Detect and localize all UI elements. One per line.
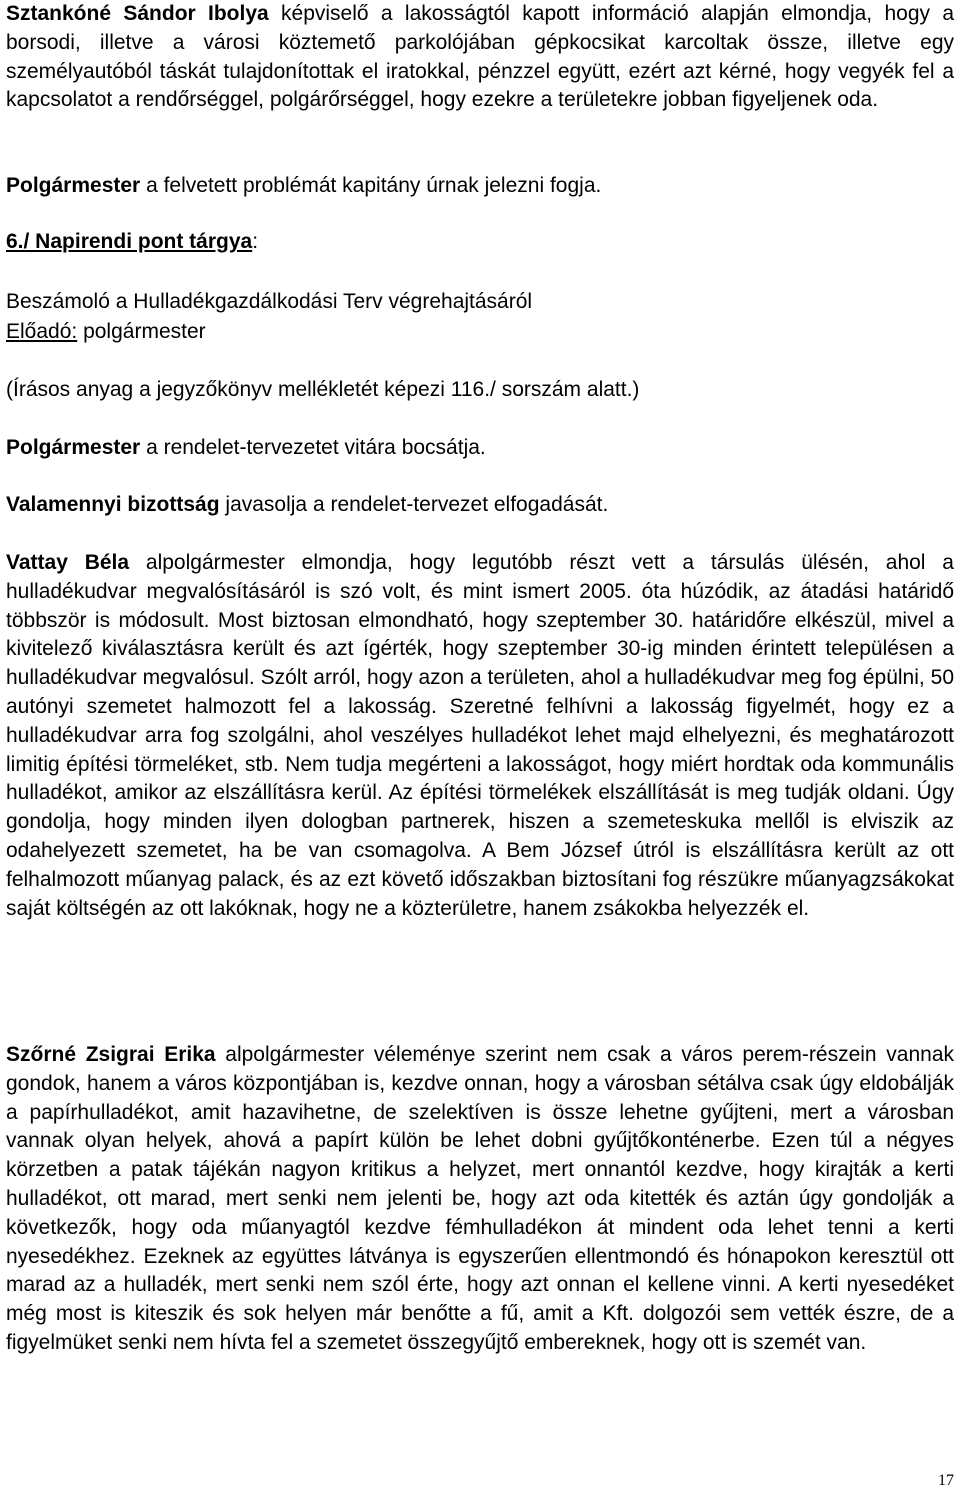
speaker-name: Vattay Béla (6, 551, 130, 574)
paragraph-committees (6, 491, 608, 520)
speaker-name: Valamennyi bizottság (6, 493, 220, 516)
paragraph-text: javasolja a rendelet-tervezet elfogadását. (219, 493, 609, 516)
agenda-subject: Beszámoló a Hulladékgazdálkodási Terv végrehajtásáról (6, 290, 533, 313)
paragraph-szorne (6, 1041, 954, 1358)
speaker-name: Szőrné Zsigrai Erika (6, 1043, 216, 1066)
agenda-heading-colon: : (252, 230, 259, 253)
agenda-note: (Írásos anyag a jegyzőkönyv mellékletét képezi 116./ sorszám alatt.) (6, 378, 640, 401)
paragraph-text: alpolgármester véleménye szerint nem csak a város perem-részein vannak gondok, hanem a város központjában is, kezdve onnan, hogy a városban sétálva csak úgy eldobálják a papírhulladékot, amit hazavihetne, de szelektíven is össze lehetne gyűjteni, mert a városban vannak olyan helyek, ahová a papírt külön be lehet dobni gyűjtőkonténerbe. Ezen túl a négyes körzetben a patak tájékán nagyon kritikus a helyzet, mert onnantól kezdve, hogy kirajták a kerti hulladékot, ott marad, mert senki nem jelenti be, hogy azt oda kitették és aztán úgy gondolják a következők, hogy oda műanyagtól kezdve fémhulladékon át mindent oda lehet tenni a kerti nyesedékhez. Ezeknek az együttes látványa is egyszerűen ellentmondó és hónapokon keresztül ott marad az a hulladék, mert senki nem szól érte, hogy azt onnan el kellene vinni. A kerti nyesedéket még most is kiteszik és sok helyen már benőtte a fű, amit a Kft. dolgozói sem vették észre, de a figyelmüket senki nem hívta fel a szemetet összegyűjtő embereknek, hogy ott is szemét van. (6, 1043, 954, 1354)
paragraph-text: a rendelet-tervezetet vitára bocsátja. (140, 436, 486, 459)
presenter-label: Előadó: (6, 320, 78, 343)
paragraph-text: képviselő a lakosságtól kapott információ alapján elmondja, hogy a borsodi, illetve a városi köztemető parkolójában gépkocsikat karcoltak össze, illetve egy személyautóból táskát tulajdonítottak el iratokkal, pénzzel együtt, ezért azt kérné, hogy vegyék fel a kapcsolatot a rendőrséggel, polgárőrséggel, hogy ezekre a területekre jobban figyeljenek oda. (6, 2, 954, 112)
agenda-heading (6, 228, 258, 257)
agenda-presenter (6, 318, 206, 347)
paragraph-sztankone (6, 0, 954, 115)
paragraph-vattay (6, 549, 954, 923)
page-number: 17 (938, 1472, 954, 1489)
speaker-name: Sztankóné Sándor Ibolya (6, 2, 269, 25)
paragraph-polgarmester-debate (6, 434, 486, 463)
paragraph-text: alpolgármester elmondja, hogy legutóbb részt vett a társulás ülésén, ahol a hulladékudvar megvalósításáról is szó volt, és mint ismert 2005. óta húzódik, az átadási határidő többször is módosult. Most biztosan elmondható, hogy szeptember 30. határidőre elkészül, mivel a kivitelező kiválasztásra került és azt ígérték, hogy szeptember 30-ig minden érintett településen a hulladékudvar megvalósul. Szólt arról, hogy azon a területen, ahol a hulladékudvar meg fog épülni, 50 autónyi szemetet halmozott fel a lakosság. Szeretné felhívni a lakosság figyelmét, hogy ez a hulladékudvar arra fog szolgálni, ahol veszélyes hulladékot lehet majd elhelyezni, és meghatározott limitig építési törmeléket, stb. Nem tudja megérteni a lakosságot, hogy miért hordtak oda kommunális hulladékot, amikor az elszállításra kerül. Az építési törmelékek elszállítását is meg tudják oldani. Úgy gondolja, hogy minden ilyen dologban partnerek, hiszen a szemeteskuka mellől is elviszik az odahelyezett szemetet, ha be van csomagolva. A Bem József útról is elszállításra került az ott felhalmozott műanyag palack, és az ezt követő időszakban biztosítani fog részükre műanyagzsákokat saját költségén az ott lakóknak, hogy ne a közterületre, hanem zsákokba helyezzék el. (6, 551, 954, 920)
paragraph-polgarmester-response (6, 172, 601, 201)
presenter-value: polgármester (77, 320, 206, 343)
speaker-name: Polgármester (6, 436, 141, 459)
speaker-name: Polgármester (6, 174, 141, 197)
agenda-heading-text: 6./ Napirendi pont tárgya (6, 230, 253, 253)
paragraph-text: a felvetett problémát kapitány úrnak jelezni fogja. (140, 174, 602, 197)
